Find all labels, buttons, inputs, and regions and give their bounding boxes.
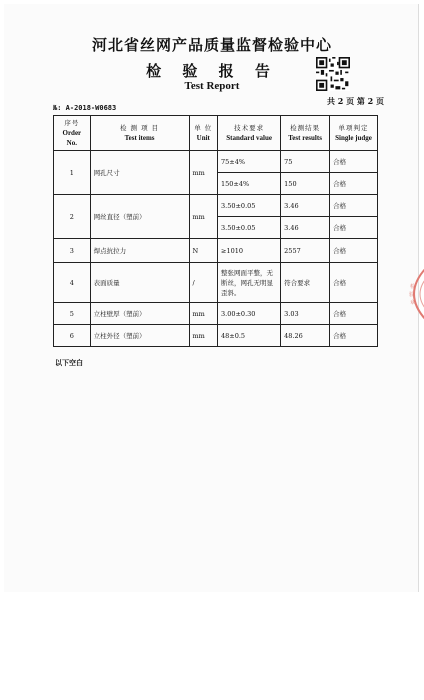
test-results-table bbox=[53, 115, 378, 347]
report-title-cn: 检 验 报 告 bbox=[146, 62, 278, 80]
table-row: 3 焊点抗拉力 N ≥1010 2557 合格 bbox=[54, 239, 378, 263]
svg-text:验: 验 bbox=[409, 292, 415, 298]
table-row: 3.50±0.05 3.46 合格 bbox=[54, 217, 378, 239]
organization-name: 河北省丝网产品质量监督检验中心 bbox=[91, 36, 332, 54]
header-test-items: 检 测 项 目 Test items bbox=[90, 116, 189, 151]
table-row: 5 立柱壁厚（塑前） mm 3.00±0.30 3.03 合格 bbox=[54, 303, 378, 325]
table-row: 6 立柱外径（塑前） mm 48±0.5 48.26 合格 bbox=[54, 325, 378, 347]
header-order: 序号 Order No. bbox=[54, 116, 91, 151]
svg-text:章: 章 bbox=[410, 300, 416, 306]
table-row: 1 网孔尺寸 mm 75±4% 75 合格 bbox=[54, 151, 378, 173]
seal-stamp-icon bbox=[396, 264, 424, 324]
header-unit: 单 位 Unit bbox=[189, 116, 218, 151]
header-results: 检测结果 Test results bbox=[281, 116, 330, 151]
table-header-row bbox=[54, 116, 378, 151]
header-standard: 技术要求 Standard value bbox=[218, 116, 281, 151]
table-row: 4 表面质量 / 整张网面平整，无断丝，网孔无明显歪斜。 符合要求 合格 bbox=[54, 263, 378, 303]
svg-text:检: 检 bbox=[410, 284, 416, 290]
qr-code-icon bbox=[316, 57, 350, 91]
blank-below-note: 以下空白 bbox=[55, 358, 83, 367]
table-row: 2 网丝直径（塑前） mm 3.50±0.05 3.46 合格 bbox=[54, 195, 378, 217]
header-judge: 单项判定 Single judge bbox=[330, 116, 378, 151]
report-number: №: A-2018-W0683 bbox=[53, 104, 117, 112]
table-row: 150±4% 150 合格 bbox=[54, 173, 378, 195]
page-indicator: 共 2 页 第 2 页 bbox=[326, 96, 384, 106]
report-title-en: Test Report bbox=[184, 80, 240, 92]
